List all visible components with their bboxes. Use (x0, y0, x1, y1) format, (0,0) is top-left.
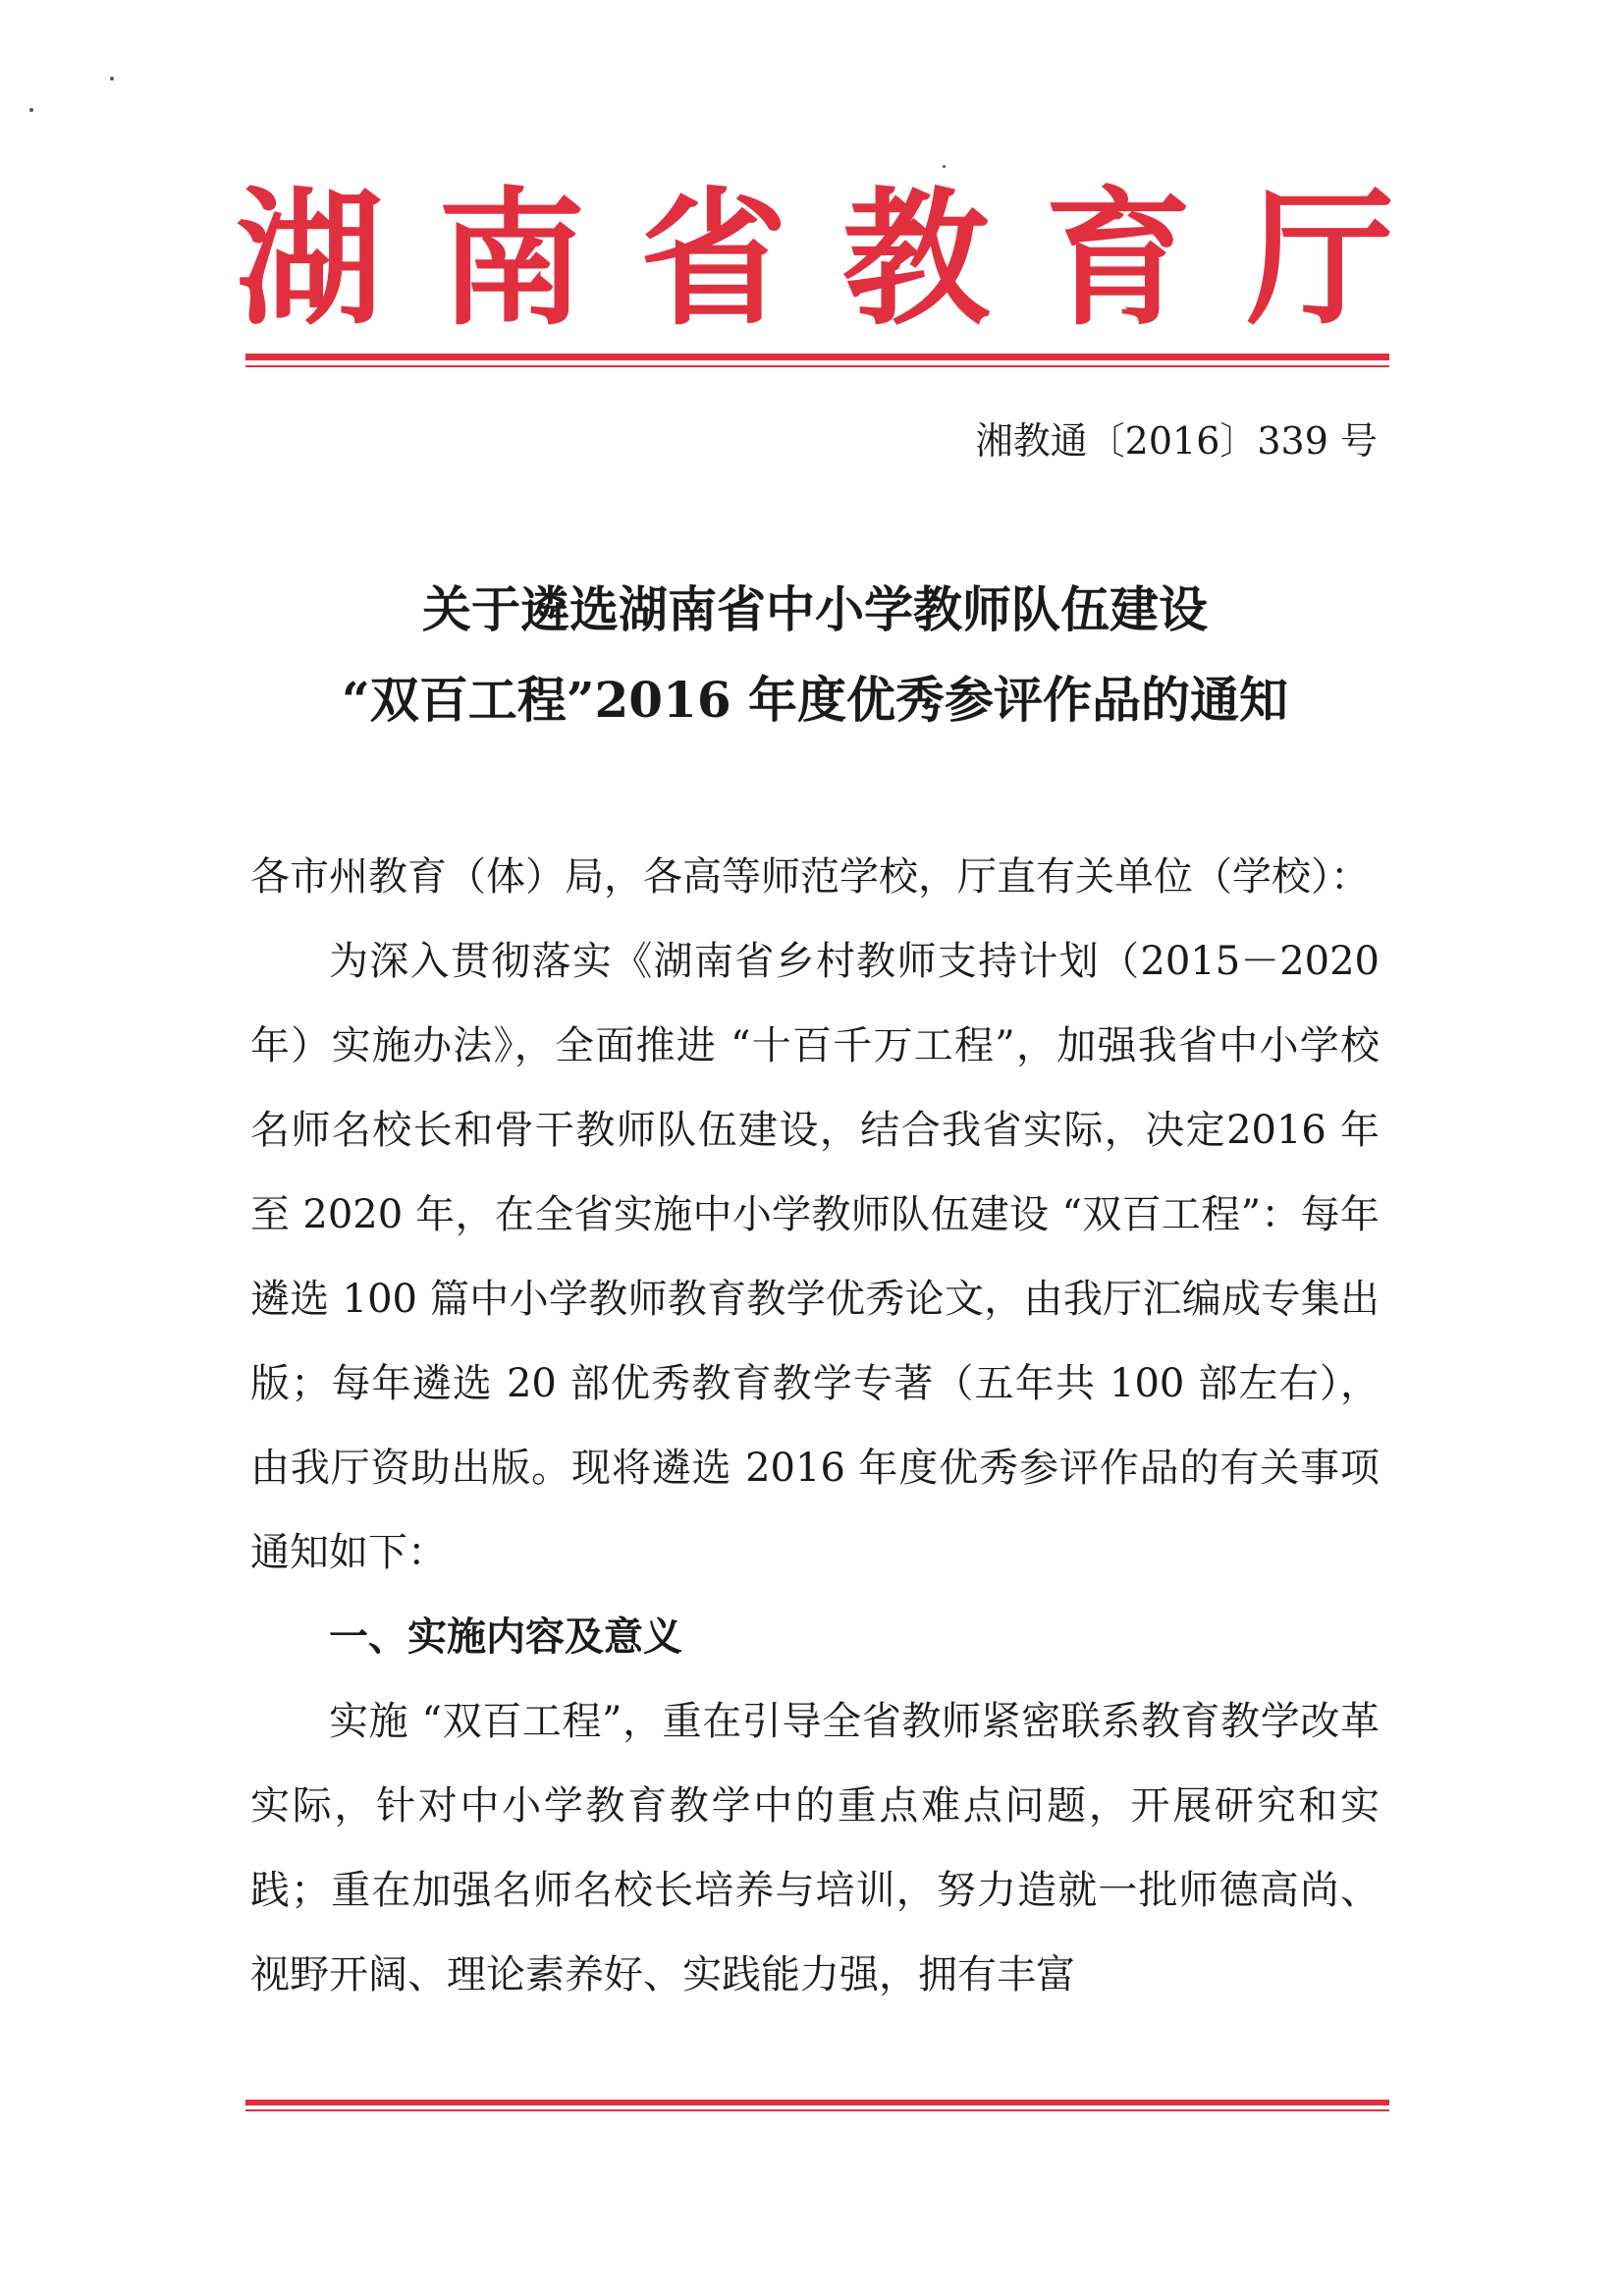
footer-red-rule-thick (245, 2100, 1389, 2105)
body-paragraph: 为深入贯彻落实《湖南省乡村教师支持计划（2015－2020年）实施办法》，全面推进 “十百千万工程”，加强我省中小学校名师名校长和骨干教师队伍建设，结合我省实际，决定2016 年至 2020 年，在全省实施中小学教师队伍建设 “双百工程”：每年遴选 100 篇中小学教师教育教学优秀论文，由我厅汇编成专集出版；每年遴选 20 部优秀教育教学专著（五年共 100 部左右），由我厅资助出版。现将遴选 2016 年度优秀参评作品的有关事项通知如下： (250, 939, 1380, 1575)
body-paragraph: 实施 “双百工程”，重在引导全省教师紧密联系教育教学改革实际，针对中小学教育教学中的重点难点问题，开展研究和实践；重在加强名师名校长培养与培训，努力造就一批师德高尚、视野开阔、理论素养好、实践能力强，拥有丰富 (250, 1699, 1380, 1997)
footer-red-rule-thin (245, 2109, 1389, 2111)
document-number: 湘教通〔2016〕339 号 (975, 419, 1378, 463)
salutation: 各市州教育（体）局，各高等师范学校，厅直有关单位（学校）： (250, 854, 1370, 900)
header-char: 厅 (1246, 175, 1394, 346)
header-char: 南 (437, 175, 585, 346)
scan-speck (943, 165, 946, 168)
scan-speck (110, 77, 114, 81)
notice-title-line-1: 关于遴选湖南省中小学教师队伍建设 (422, 580, 1208, 638)
scan-speck (29, 108, 33, 112)
section-heading: 一、实施内容及意义 (329, 1614, 682, 1660)
header-char: 教 (841, 175, 990, 346)
issuing-authority-header (236, 177, 1394, 344)
notice-body (250, 835, 1380, 2017)
header-char: 育 (1044, 175, 1192, 346)
header-char: 省 (639, 175, 787, 346)
header-red-rule-thick (245, 354, 1389, 360)
notice-title (236, 565, 1394, 745)
header-char: 湖 (236, 175, 384, 346)
header-red-rule-thin (245, 365, 1389, 367)
notice-title-line-2: “双百工程”2016 年度优秀参评作品的通知 (341, 671, 1289, 729)
